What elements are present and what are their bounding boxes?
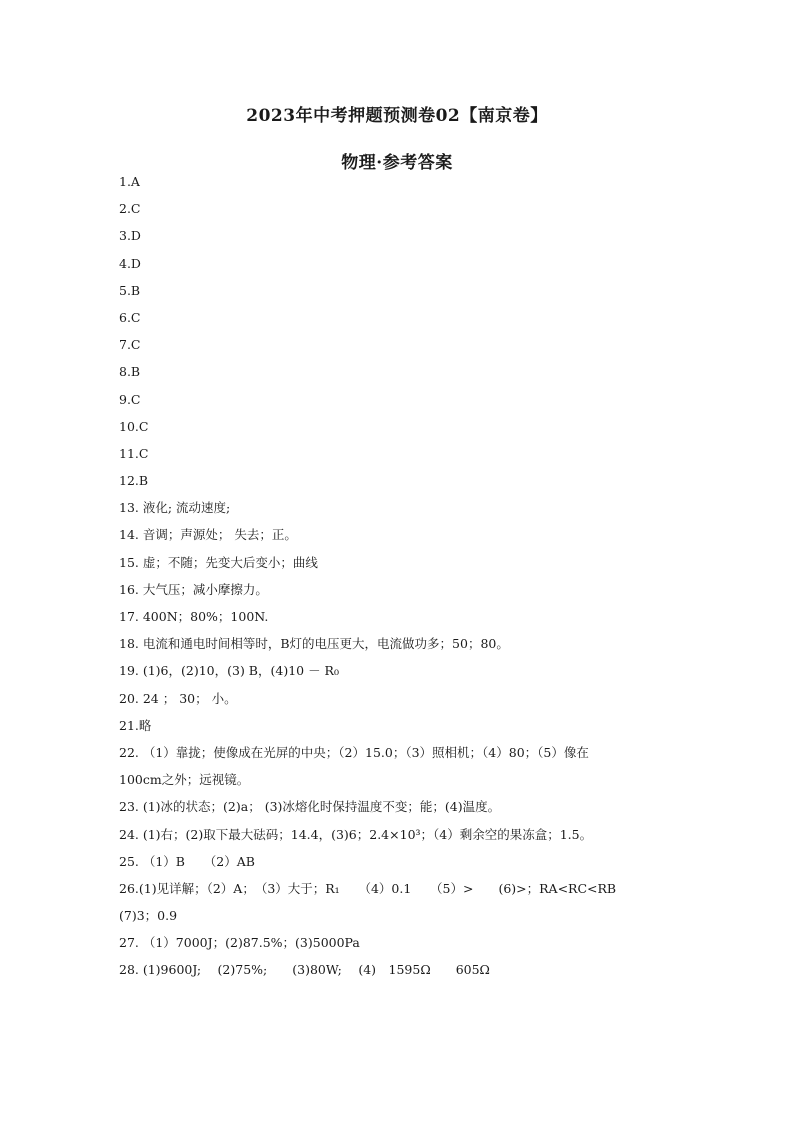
- answer-line: 8.B: [119, 364, 141, 380]
- answer-line: 23. (1)冰的状态；(2)a； (3)冰熔化时保持温度不变；能；(4)温度。: [119, 799, 501, 815]
- answer-line: 17. 400N；80%；100N.: [119, 609, 269, 624]
- answer-line: 10.C: [119, 418, 149, 434]
- document-title: 2023年中考押题预测卷02【南京卷】: [246, 106, 548, 126]
- answer-line: 4.D: [119, 255, 141, 271]
- answer-line: 5.B: [119, 282, 141, 298]
- answer-line: 1.A: [119, 174, 140, 189]
- answer-line: 12.B: [119, 473, 149, 489]
- answer-list: [119, 172, 679, 988]
- answer-line: 22. （1）靠拢；使像成在光屏的中央；（2）15.0；（3）照相机；（4）80；（5）像在: [119, 744, 589, 760]
- answer-line-continued: (7)3；0.9: [119, 908, 178, 924]
- answer-line-continued: 100cm之外；远视镜。: [119, 772, 250, 788]
- answer-line: 15. 虚；不随；先变大后变小；曲线: [119, 554, 318, 570]
- answer-line: 7.C: [119, 337, 141, 353]
- answer-line: 20. 24 ； 30； 小。: [119, 690, 237, 706]
- answer-line: 18. 电流和通电时间相等时，B灯的电压更大，电流做功多；50；80。: [119, 636, 509, 652]
- answer-line: 27. （1）7000J；(2)87.5%；(3)5000Pa: [119, 935, 360, 951]
- answer-line: 14. 音调；声源处； 失去；正。: [119, 527, 297, 543]
- answer-line: 6.C: [119, 309, 141, 325]
- answer-line: 19. (1)6，(2)10，(3) B，(4)10 － R₀: [119, 663, 339, 679]
- answer-line: 11.C: [119, 445, 149, 461]
- answer-line: 21.略: [119, 717, 152, 733]
- answer-line: 3.D: [119, 228, 141, 244]
- answer-line: 16. 大气压；减小摩擦力。: [119, 581, 268, 597]
- document-subtitle: 物理·参考答案: [341, 153, 453, 173]
- answer-line: 13. 液化; 流动速度;: [119, 500, 231, 516]
- answer-line: 24. (1)右；(2)取下最大砝码；14.4，(3)6；2.4×10³；（4）剩余空的果冻盒；1.5。: [119, 826, 593, 842]
- answer-line: 9.C: [119, 391, 141, 407]
- answer-line: 25. （1）B （2）AB: [119, 853, 255, 869]
- answer-line: 26.(1)见详解；（2）A； （3）大于；R₁ （4）0.1 （5）> (6)>；RA<RC<RB: [119, 880, 617, 896]
- answer-line: 2.C: [119, 201, 141, 217]
- answer-line: 28. (1)9600J; (2)75%; (3)80W; (4) 1595Ω 605Ω: [119, 962, 490, 978]
